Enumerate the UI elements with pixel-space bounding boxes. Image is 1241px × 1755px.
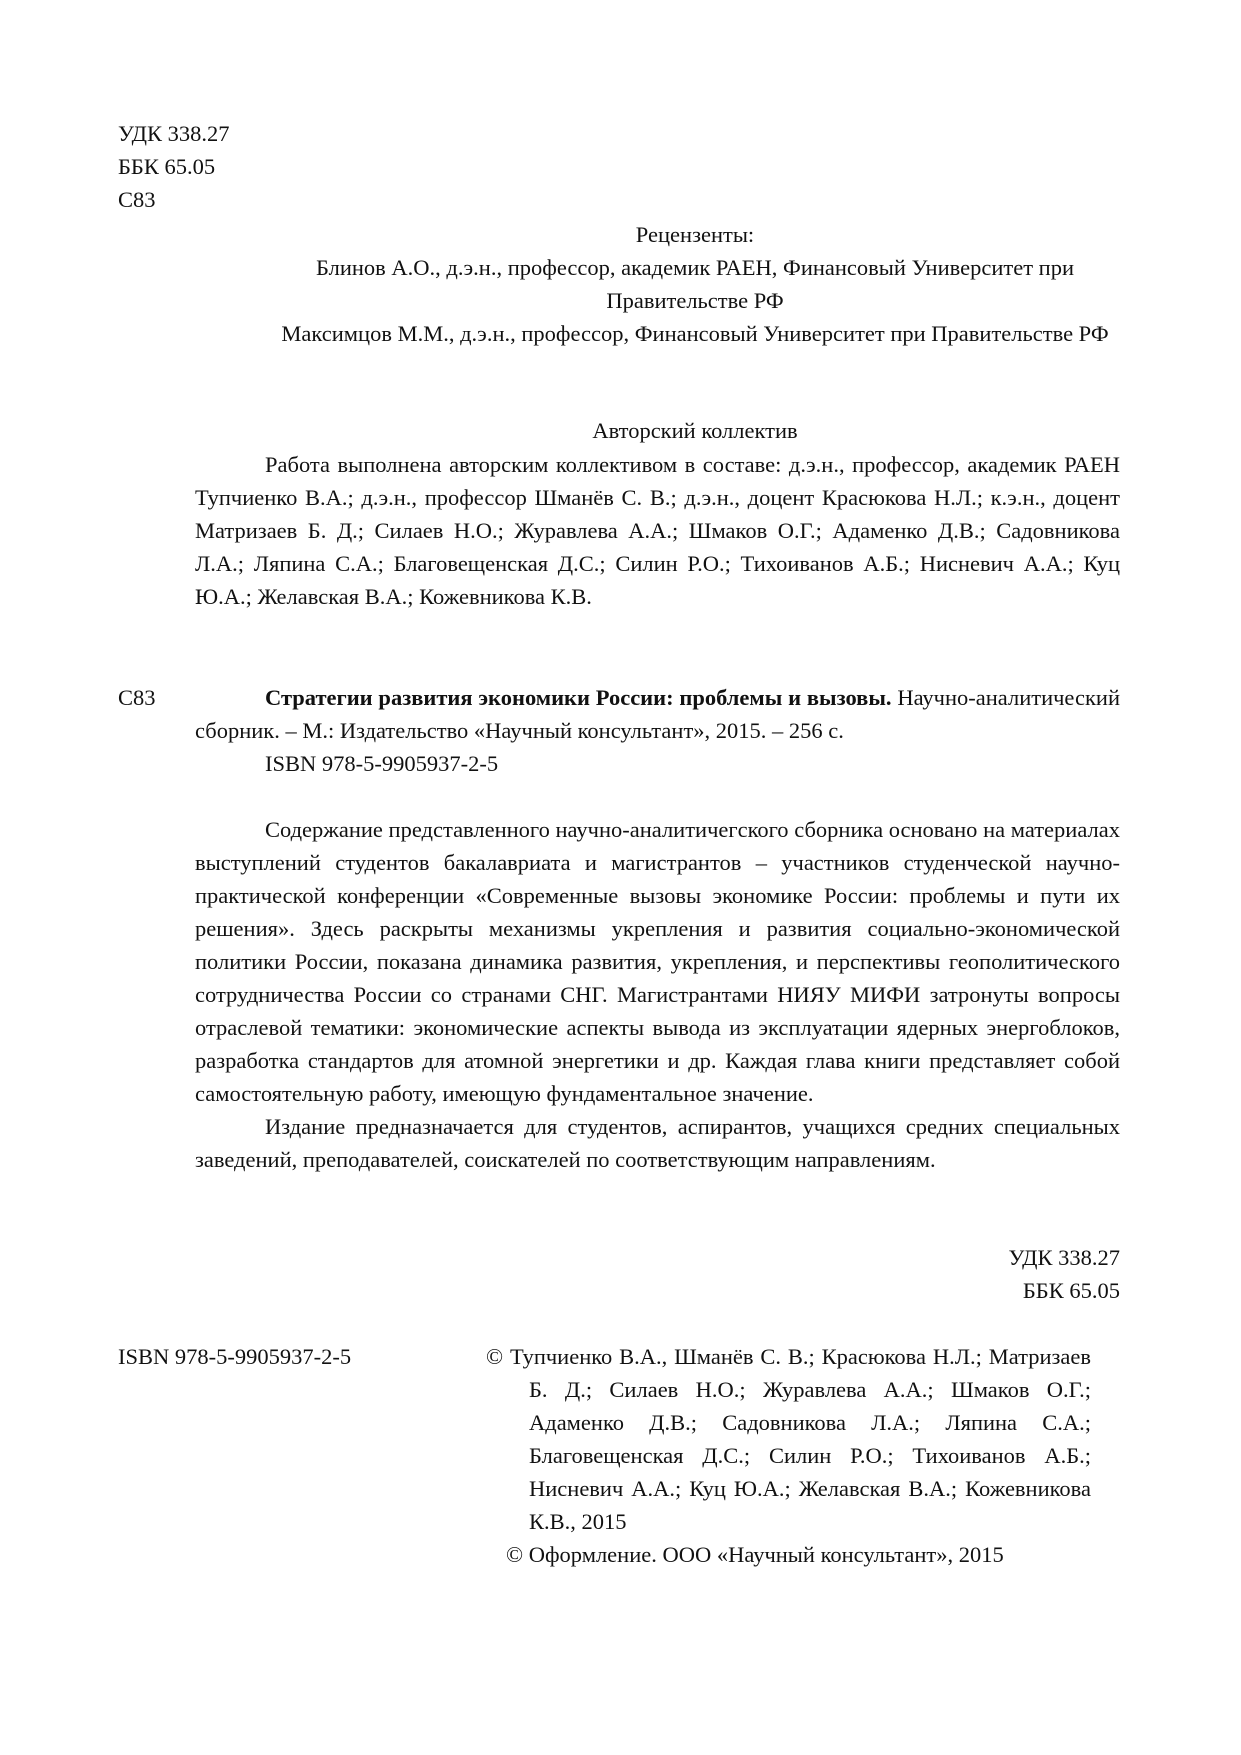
book-description: Научно-аналитический сборник. – М.: Издательство «Научный консультант», 2015. – 256 с.	[195, 685, 1120, 743]
reviewer-1: Блинов А.О., д.э.н., профессор, академик РАЕН, Финансовый Университет при Правительстве РФ	[316, 255, 1074, 313]
udk-code: УДК 338.27	[118, 121, 230, 146]
udk-code-bottom: УДК 338.27	[1008, 1245, 1120, 1270]
classification-codes	[118, 117, 230, 216]
annotation-paragraph-2: Издание предназначается для студентов, аспирантов, учащихся средних специальных заведений, преподавателей, соискателей по соответствующим направлениям.	[195, 1114, 1120, 1172]
reviewers-block	[270, 218, 1120, 350]
annotation-paragraph-1: Содержание представленного научно-аналитичегского сборника основано на материалах выступлений студентов бакалавриата и магистрантов – участников студенческой научно-практической конференции «Современные вызовы экономике России: проблемы и пути их решения». Здесь раскрыты механизмы укрепления и развития социально-экономической политики России, показана динамика развития, укрепления, и перспективы геополитического сотрудничества России со странами СНГ. Магистрантами НИЯУ МИФИ затронуты вопросы отраслевой тематики: экономические аспекты вывода из эксплуатации ядерных энергоблоков, разработка стандартов для атомной энергетики и др. Каждая глава книги представляет собой самостоятельную работу, имеющую фундаментальное значение.	[195, 817, 1120, 1106]
author-mark: С83	[118, 187, 156, 212]
authors-text: Работа выполнена авторским коллективом в составе: д.э.н., профессор, академик РАЕН Тупчиенко В.А.; д.э.н., профессор Шманёв С. В.; д.э.н., доцент Красюкова Н.Л.; к.э.н., доцент Матризаев Б. Д.; Силаев Н.О.; Журавлева А.А.; Шмаков О.Г.; Адаменко Д.В.; Садовникова Л.А.; Ляпина С.А.; Благовещенская Д.С.; Силин Р.О.; Тихоиванов А.Б.; Нисневич А.А.; Куц Ю.А.; Желавская В.А.; Кожевникова К.В.	[195, 452, 1120, 609]
bibliography-isbn: ISBN 978-5-9905937-2-5	[265, 751, 499, 776]
bbk-code: ББК 65.05	[118, 154, 216, 179]
annotation	[195, 813, 1120, 1176]
authors-title: Авторский коллектив	[592, 418, 798, 443]
classification-codes-bottom	[870, 1241, 1120, 1307]
copyright-authors: © Тупчиенко В.А., Шманёв С. В.; Красюкова Н.Л.; Матризаев Б. Д.; Силаев Н.О.; Журавлева А.А.; Шмаков О.Г.; Адаменко Д.В.; Садовникова Л.А.; Ляпина С.А.; Благовещенская Д.С.; Силин Р.О.; Тихоиванов А.Б.; Нисневич А.А.; Куц Ю.А.; Желавская В.А.; Кожевникова К.В., 2015	[486, 1344, 1091, 1534]
isbn-bottom: ISBN 978-5-9905937-2-5	[118, 1344, 352, 1369]
bibliography-record	[195, 681, 1120, 747]
bibliography-code: С83	[118, 685, 156, 710]
book-title: Стратегии развития экономики России: проблемы и вызовы.	[265, 685, 892, 710]
copyright-design: © Оформление. ООО «Научный консультант», 2015	[506, 1542, 1004, 1567]
reviewers-title: Рецензенты:	[635, 222, 755, 247]
copyright-block	[486, 1340, 1091, 1571]
reviewer-2: Максимцов М.М., д.э.н., профессор, Финансовый Университет при Правительстве РФ	[281, 321, 1109, 346]
bbk-code-bottom: ББК 65.05	[1022, 1278, 1120, 1303]
